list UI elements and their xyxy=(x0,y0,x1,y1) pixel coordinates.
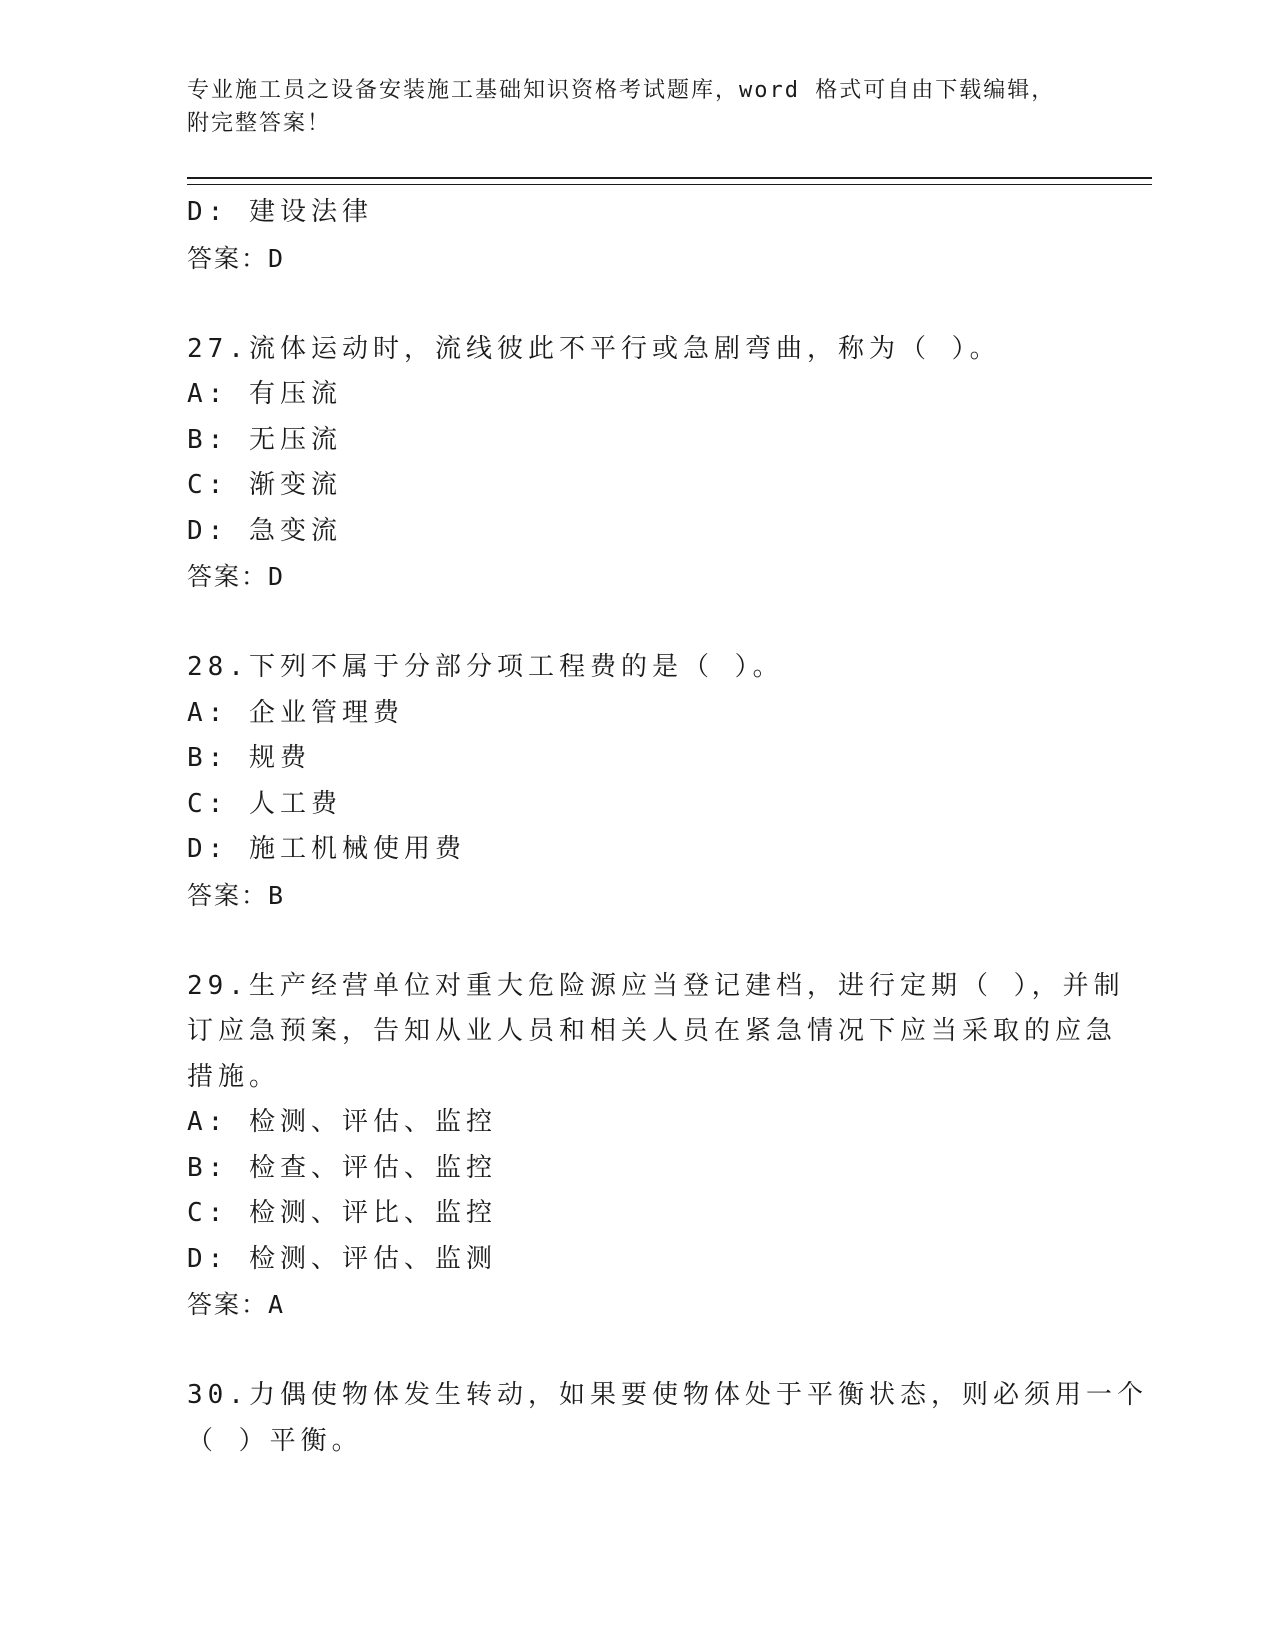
answer-value: A xyxy=(268,1290,286,1319)
spacer xyxy=(187,1328,1087,1374)
spacer xyxy=(187,918,1087,964)
spacer xyxy=(187,281,1087,327)
answer-line xyxy=(187,554,1087,600)
header-title-line-1: 专业施工员之设备安装施工基础知识资格考试题库，word 格式可自由下载编辑， xyxy=(187,78,1056,103)
option-a: A: 有压流 xyxy=(187,379,342,409)
answer-label: 答案： xyxy=(187,1290,269,1319)
answer-label: 答案： xyxy=(187,880,269,910)
page-header xyxy=(187,74,1087,140)
answer-value: D xyxy=(268,562,286,591)
option-c: C: 渐变流 xyxy=(187,470,342,500)
header-title-line-2: 附完整答案！ xyxy=(187,111,332,136)
question-stem: 27.流体运动时，流线彼此不平行或急剧弯曲，称为（ ）。 xyxy=(187,333,1001,364)
question-stem-line: 订应急预案，告知从业人员和相关人员在紧急情况下应当采取的应急 xyxy=(187,1016,1118,1046)
option-d: D: 检测、评估、监测 xyxy=(187,1243,497,1274)
header-divider xyxy=(187,177,1152,185)
answer-label: 答案： xyxy=(187,243,269,273)
spacer xyxy=(187,600,1087,646)
question-stem-line: 措施。 xyxy=(187,1061,281,1092)
answer-value: B xyxy=(268,880,286,910)
question-stem-line: （ ）平衡。 xyxy=(187,1425,363,1456)
answer-value: D xyxy=(268,243,286,273)
answer-line xyxy=(187,873,1087,919)
option-d: D: 施工机械使用费 xyxy=(187,834,466,864)
option-b: B: 无压流 xyxy=(187,424,342,455)
option-b: B: 检查、评估、监控 xyxy=(187,1152,497,1183)
question-stem-line: 29.生产经营单位对重大危险源应当登记建档，进行定期（ ），并制 xyxy=(187,970,1125,1001)
option-b: B: 规费 xyxy=(187,743,311,773)
option-c: C: 检测、评比、监控 xyxy=(187,1198,497,1228)
option-c: C: 人工费 xyxy=(187,788,342,819)
option-d: D: 建设法律 xyxy=(187,197,373,227)
question-stem: 28.下列不属于分部分项工程费的是（ ）。 xyxy=(187,652,784,682)
document-body xyxy=(187,190,1148,1464)
option-a: A: 检测、评估、监控 xyxy=(187,1107,497,1137)
option-d: D: 急变流 xyxy=(187,515,342,546)
option-a: A: 企业管理费 xyxy=(187,697,404,728)
answer-line xyxy=(187,1282,1087,1328)
answer-label: 答案： xyxy=(187,562,269,591)
question-stem-line: 30.力偶使物体发生转动，如果要使物体处于平衡状态，则必须用一个 xyxy=(187,1380,1148,1410)
answer-line xyxy=(187,236,1087,282)
